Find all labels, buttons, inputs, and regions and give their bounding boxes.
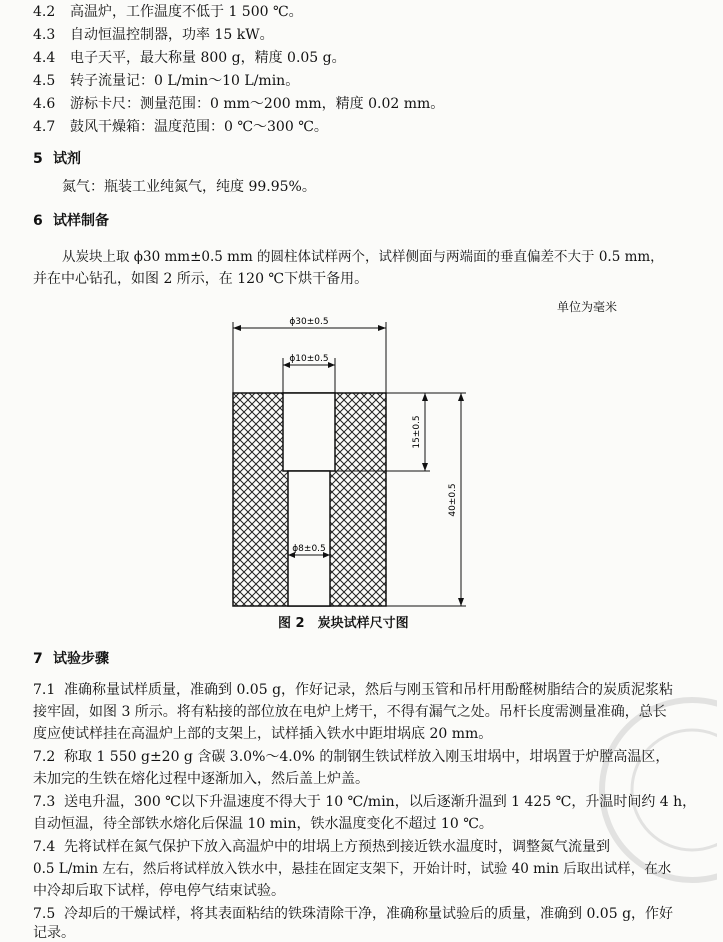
- step-line: 7.4 先将试样在氮气保护下放入高温炉中的坩埚上方预热到接近铁水温度时，调整氮气流量到: [33, 839, 610, 855]
- section-6-body-line: 并在中心钻孔，如图 2 所示，在 120 ℃下烘干备用。: [33, 271, 369, 287]
- label-upper-bore: ϕ10±0.5: [289, 354, 329, 364]
- step-line: 0.5 L/min 左右，然后将试样放入铁水中，悬挂在固定支架下，开始计时，试验 40 min 后取出试样，在水: [33, 861, 672, 877]
- unit-note: 单位为毫米: [557, 300, 618, 314]
- equipment-item: 4.4 电子天平，最大称量 800 g，精度 0.05 g。: [33, 50, 346, 66]
- step-line: 度应使试样挂在高温炉上部的支架上，试样插入铁水中距坩埚底 20 mm。: [33, 726, 493, 742]
- step-line: 7.1 准确称量试样质量，准确到 0.05 g，作好记录，然后与刚玉管和吊杆用酚醛树脂结合的炭质泥浆粘: [33, 682, 674, 698]
- section-7-heading: 7 试验步骤: [33, 651, 109, 667]
- equipment-item: 4.6 游标卡尺：测量范围：0 mm～200 mm，精度 0.02 mm。: [33, 96, 445, 112]
- equipment-item: 4.5 转子流量记：0 L/min～10 L/min。: [33, 73, 300, 89]
- step-line: 中冷却后取下试样，停电停气结束试验。: [33, 883, 285, 899]
- step-line: 自动恒温，待全部铁水熔化后保温 10 min，铁水温度变化不超过 10 ℃。: [33, 816, 493, 832]
- section-6-body-line: 从炭块上取 ϕ30 mm±0.5 mm 的圆柱体试样两个，试样侧面与两端面的垂直偏差不大于 0.5 mm，: [62, 249, 664, 265]
- step-line: 7.5 冷却后的干燥试样，将其表面粘结的铁珠清除干净，准确称量试验后的质量，准确到 0.05 g，作好: [33, 906, 674, 922]
- upper-bore: [283, 393, 335, 471]
- step-line: 7.3 送电升温，300 ℃以下升温速度不得大于 10 ℃/min，以后逐渐升温到 1 425 ℃，升温时间约 4 h，: [33, 794, 697, 810]
- section-5-body: 氮气：瓶装工业纯氮气，纯度 99.95%。: [62, 179, 316, 195]
- section-6-heading: 6 试样制备: [33, 213, 109, 229]
- label-lower-bore: ϕ8±0.5: [292, 544, 326, 554]
- watermark-stamp: [597, 690, 717, 890]
- section-5-heading: 5 试剂: [33, 151, 81, 167]
- label-outer-diameter: ϕ30±0.5: [289, 317, 329, 327]
- step-line: 记录。: [33, 925, 75, 941]
- equipment-item: 4.7 鼓风干燥箱：温度范围：0 ℃～300 ℃。: [33, 119, 328, 135]
- step-line: 7.2 称取 1 550 g±20 g 含碳 3.0%～4.0% 的制钢生铁试样放入刚玉坩埚中，坩埚置于炉膛高温区，: [33, 749, 670, 765]
- equipment-item: 4.2 高温炉，工作温度不低于 1 500 ℃。: [33, 4, 303, 20]
- label-overall-height: 40±0.5: [448, 483, 458, 517]
- step-line: 接牢固，如图 3 所示。将有粘接的部位放在电炉上烤干，不得有漏气之处。吊杆长度需测量准确，总长: [33, 704, 667, 720]
- step-line: 未加完的生铁在熔化过程中逐渐加入，然后盖上炉盖。: [33, 771, 369, 787]
- figure-caption: 图 2 炭块试样尺寸图: [278, 616, 409, 631]
- equipment-item: 4.3 自动恒温控制器，功率 15 kW。: [33, 27, 274, 43]
- label-bore-depth: 15±0.5: [412, 415, 422, 449]
- lower-bore: [288, 471, 330, 606]
